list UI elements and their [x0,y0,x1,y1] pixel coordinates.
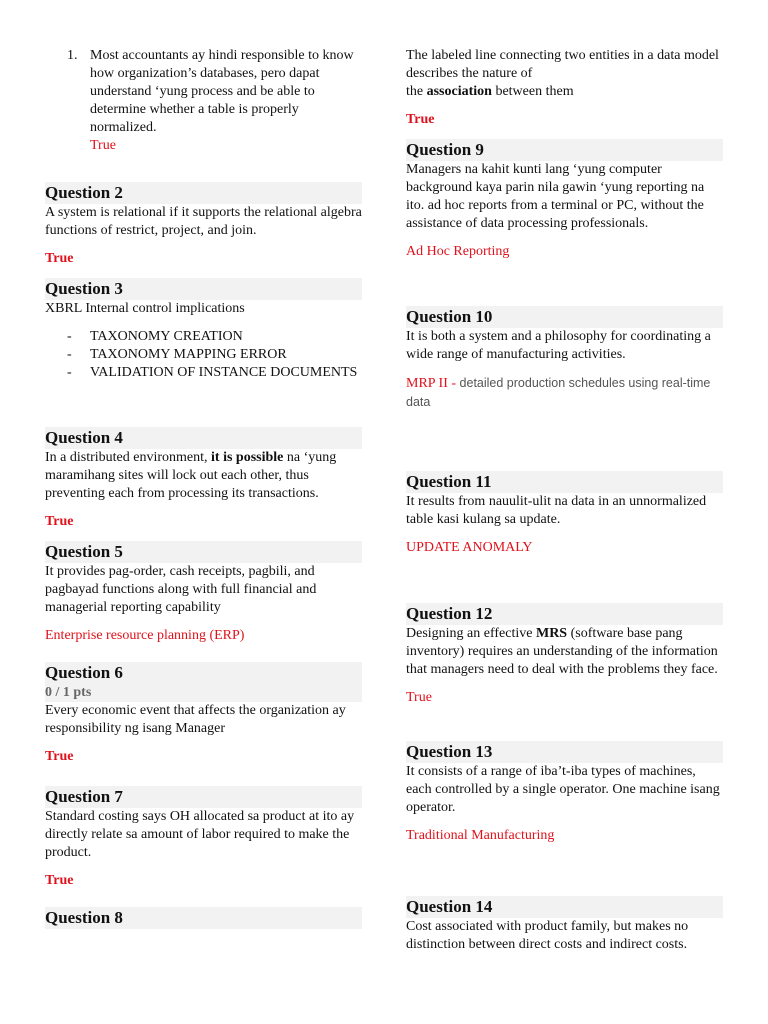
question-14-text: Cost associated with product family, but makes no distinction between direct costs and indirect costs. [406,919,689,952]
question-11-text: It results from nauulit-ulit na data in an unnormalized table kasi kulang sa update. [406,494,707,527]
question-11 [406,471,723,557]
question-3 [45,278,362,382]
list-item: - VALIDATION OF INSTANCE DOCUMENTS [67,365,358,380]
question-13-answer: Traditional Manufacturing [406,828,555,843]
question-2 [45,182,362,268]
question-7 [45,786,362,890]
question-12-text: Designing an effective MRS (software base pang inventory) requires an understanding of the information that managers need to deal with the problems they face. [406,626,718,677]
list-number: 1. [67,48,78,63]
question-9 [406,139,723,261]
question-7-text: Standard costing says OH allocated sa product at ito ay directly relate sa amount of labor required to make the product. [45,809,355,860]
question-3-list [45,328,362,382]
question-9-answer: Ad Hoc Reporting [406,244,510,259]
question-4-title: Question 4 [45,427,362,449]
question-6-title: Question 6 [45,662,362,684]
question-1-answer: True [90,138,116,153]
question-2-title: Question 2 [45,182,362,204]
list-item: - TAXONOMY MAPPING ERROR [67,347,287,362]
question-12 [406,603,723,707]
question-14 [406,896,723,954]
question-10-text: It is both a system and a philosophy for coordinating a wide range of manufacturing activities. [406,329,711,362]
question-1 [45,47,362,155]
question-8-text: The labeled line connecting two entities in a data model describes the nature of [406,48,719,81]
question-13 [406,741,723,845]
question-11-answer: UPDATE ANOMALY [406,540,533,555]
question-3-title: Question 3 [45,278,362,300]
question-9-title: Question 9 [406,139,723,161]
question-3-text: XBRL Internal control implications [45,301,245,316]
question-8-answer: True [406,112,435,127]
question-6-text: Every economic event that affects the organization ay responsibility ng isang Manager [45,703,346,736]
question-5-text: It provides pag-order, cash receipts, pagbili, and pagbayad functions along with full financial and managerial reporting capability [45,564,317,615]
question-10-answer: MRP II - detailed production schedules using real-time data [406,376,711,409]
question-13-text: It consists of a range of iba’t-iba types of machines, each controlled by a single operator. One machine isang operator. [406,764,720,815]
question-6-answer: True [45,749,74,764]
question-9-text: Managers na kahit kunti lang ‘yung computer background kaya parin nila gawin ‘yung reporting na ito. ad hoc reports from a terminal or PC, without the assistance of data processing professionals. [406,162,705,231]
question-5 [45,541,362,645]
question-4-text: In a distributed environment, it is possible na ‘yung maramihang sites will lock out each other, thus preventing each from processing its transactions. [45,450,337,501]
question-8-continued: The labeled line connecting two entities in a data model describes the nature of the association between them True [406,47,723,129]
question-2-text: A system is relational if it supports the relational algebra functions of restrict, project, and join. [45,205,362,238]
answer-note: detailed production schedules using real-time data [406,376,711,409]
question-7-title: Question 7 [45,786,362,808]
question-10 [406,306,723,412]
question-12-title: Question 12 [406,603,723,625]
question-11-title: Question 11 [406,471,723,493]
question-5-answer: Enterprise resource planning (ERP) [45,628,245,643]
question-5-title: Question 5 [45,541,362,563]
question-14-title: Question 14 [406,896,723,918]
question-13-title: Question 13 [406,741,723,763]
points-label: 0 / 1 pts [45,684,362,702]
question-2-answer: True [45,251,74,266]
list-item: - TAXONOMY CREATION [67,329,243,344]
question-4 [45,427,362,531]
question-6 [45,662,362,766]
question-4-answer: True [45,514,74,529]
question-8 [45,907,362,929]
question-10-title: Question 10 [406,306,723,328]
question-7-answer: True [45,873,74,888]
question-8-title: Question 8 [45,907,362,929]
question-12-answer: True [406,690,432,705]
question-1-text: Most accountants ay hindi responsible to know how organization’s databases, pero dapat understand ‘yung process and be able to determine whether a table is properly normalized. [90,48,354,135]
